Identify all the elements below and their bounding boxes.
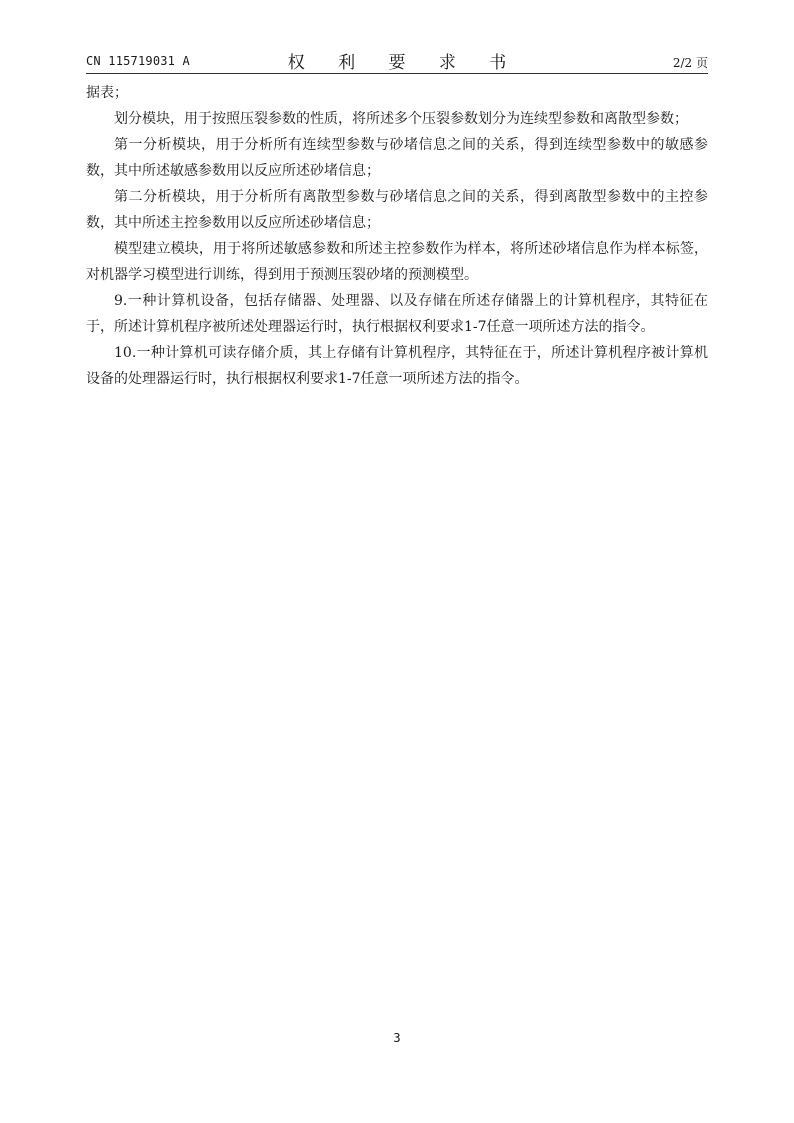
page-number: 3 <box>393 1031 401 1045</box>
claim-paragraph: 第二分析模块，用于分析所有离散型参数与砂堵信息之间的关系，得到离散型参数中的主控参数，其中所述主控参数用以反应所述砂堵信息； <box>86 189 708 231</box>
claim-paragraph: 模型建立模块，用于将所述敏感参数和所述主控参数作为样本，将所述砂堵信息作为样本标签，对机器学习模型进行训练，得到用于预测压裂砂堵的预测模型。 <box>86 241 708 283</box>
claim-paragraph: 10.一种计算机可读存储介质，其上存储有计算机程序，其特征在于，所述计算机程序被计算机设备的处理器运行时，执行根据权利要求1-7任意一项所述方法的指令。 <box>86 345 708 387</box>
document-title: 权 利 要 求 书 <box>287 53 521 73</box>
header-divider <box>86 73 708 74</box>
claims-body <box>86 80 708 392</box>
page-header <box>86 48 708 72</box>
claim-paragraph: 据表； <box>86 85 128 101</box>
claim-paragraph: 划分模块，用于按照压裂参数的性质，将所述多个压裂参数划分为连续型参数和离散型参数； <box>114 111 688 127</box>
document-id: CN 115719031 A <box>86 54 190 68</box>
claim-paragraph: 9.一种计算机设备，包括存储器、处理器、以及存储在所述存储器上的计算机程序，其特征在于，所述计算机程序被所述处理器运行时，执行根据权利要求1-7任意一项所述方法的指令。 <box>86 293 708 335</box>
claim-paragraph: 第一分析模块，用于分析所有连续型参数与砂堵信息之间的关系，得到连续型参数中的敏感参数，其中所述敏感参数用以反应所述砂堵信息； <box>86 137 708 179</box>
page-indicator: 2/2 页 <box>672 56 708 70</box>
